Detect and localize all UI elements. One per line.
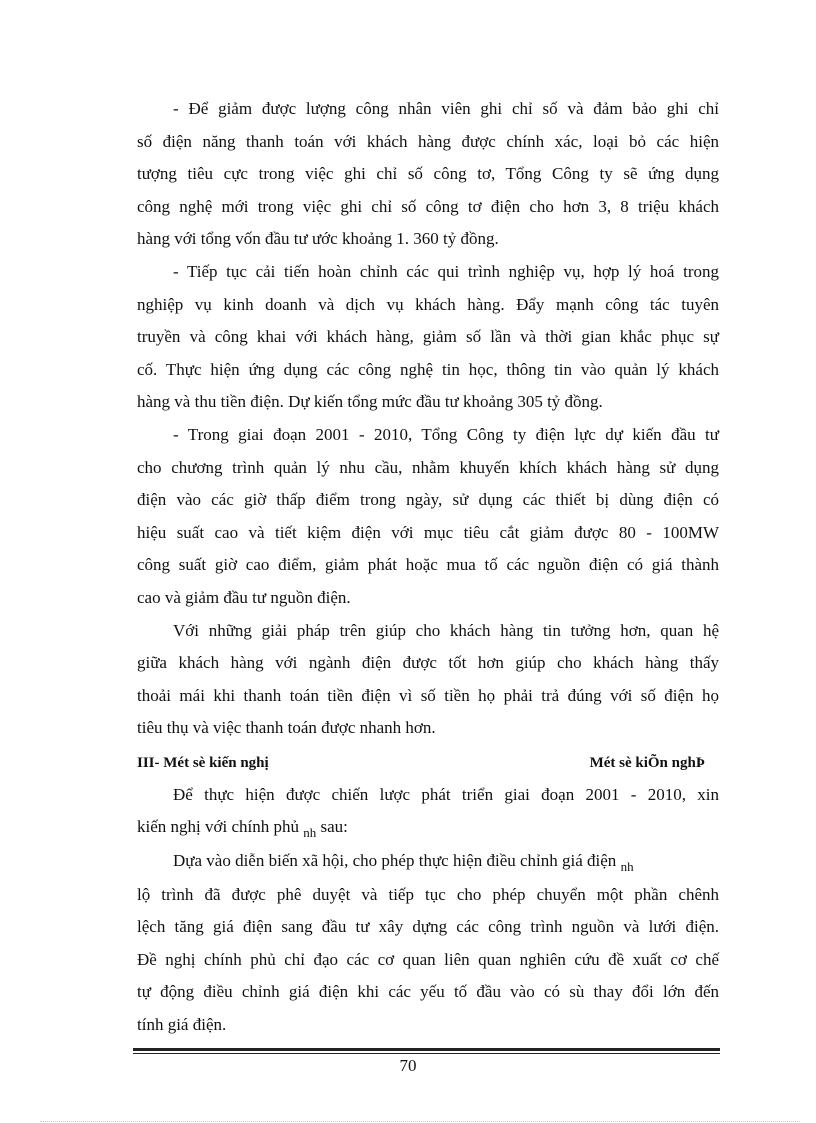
text-line: hàng và thu tiền điện. Dự kiến tổng mức đầu tư khoảng 305 tỷ đồng. [137, 392, 603, 412]
text-line [137, 811, 719, 845]
text-line: cho chương trình quản lý nhu cầu, nhằm khuyến khích khách hàng sử dụng [137, 457, 719, 477]
page-body [137, 93, 719, 1042]
text-line: truyền và công khai với khách hàng, giảm số lần và thời gian khắc phục sự [137, 327, 719, 347]
text-line: số điện năng thanh toán với khách hàng được chính xác, loại bỏ các hiện [137, 131, 719, 151]
page-number: 70 [399, 1056, 417, 1075]
text-fragment: sau: [316, 817, 348, 837]
text-line: tiêu thụ và việc thanh toán được nhanh hơn. [137, 718, 436, 738]
text-line: điện vào các giờ thấp điểm trong ngày, sử dụng các thiết bị dùng điện có [137, 490, 719, 510]
text-line: thoải mái khi thanh toán tiền điện vì số tiền họ phải trả đúng với số điện họ [137, 685, 719, 705]
paragraph-demand-management [137, 419, 719, 615]
text-line: tính giá điện. [137, 1015, 227, 1035]
text-line [137, 845, 719, 879]
paragraph-process-improvement [137, 256, 719, 419]
text-line: lệch tăng giá điện sang đầu tư xây dựng các công trình nguồn và lưới điện. [137, 917, 719, 937]
text-line: Với những giải pháp trên giúp cho khách hàng tin tưởng hơn, quan hệ [173, 620, 719, 640]
subscript-fragment: nh [303, 825, 317, 841]
text-line: công nghệ mới trong việc ghi chỉ số công tơ điện cho hơn 3, 8 triệu khách [137, 196, 719, 216]
text-line: nghiệp vụ kinh doanh và dịch vụ khách hàng. Đẩy mạnh công tác tuyên [137, 294, 719, 314]
text-line: Để thực hiện được chiến lược phát triển giai đoạn 2001 - 2010, xin [173, 784, 719, 804]
text-line: lộ trình đã được phê duyệt và tiếp tục cho phép chuyển một phần chênh [137, 884, 719, 904]
text-line: - Tiếp tục cải tiến hoàn chỉnh các qui trình nghiệp vụ, hợp lý hoá trong [173, 261, 719, 281]
text-line: cao và giảm đầu tư nguồn điện. [137, 587, 351, 607]
text-fragment: kiến nghị với chính phủ [137, 817, 304, 837]
text-line: tự động điều chỉnh giá điện khi các yếu tố đầu vào có sù thay đổi lớn đến [137, 982, 719, 1002]
text-line: giữa khách hàng với ngành điện được tốt hơn giúp cho khách hàng thấy [137, 653, 719, 673]
text-line: công suất giờ cao điểm, giảm phát hoặc mua tố các nguồn điện có giá thành [137, 555, 719, 575]
text-line: - Trong giai đoạn 2001 - 2010, Tổng Công ty điện lực dự kiến đầu tư [173, 424, 719, 444]
text-line: cố. Thực hiện ứng dụng các công nghệ tin học, thông tin vào quản lý khách [137, 359, 719, 379]
text-line: - Để giảm được lượng công nhân viên ghi chỉ số và đảm bảo ghi chỉ [173, 99, 719, 118]
paragraph-recommendation-intro [137, 779, 719, 845]
section-heading-duplicate: Mét sè kiÕn nghÞ [589, 754, 705, 771]
text-line: hàng với tổng vốn đầu tư ước khoảng 1. 360 tỷ đồng. [137, 229, 499, 249]
text-fragment: Dựa vào diễn biến xã hội, cho phép thực hiện điều chỉnh giá điện [173, 851, 621, 871]
footer-divider-thick [133, 1048, 720, 1051]
subscript-fragment: nh [620, 859, 634, 875]
text-line: hiệu suất cao và tiết kiệm điện với mục tiêu cắt giảm được 80 - 100MW [137, 522, 719, 542]
paragraph-price-adjustment [137, 845, 719, 1042]
text-line: tượng tiêu cực trong việc ghi chỉ số công tơ, Tổng Công ty sẽ ứng dụng [137, 164, 719, 184]
section-heading [137, 747, 719, 779]
paragraph-quantity-reading [137, 93, 719, 256]
text-line: Đề nghị chính phủ chỉ đạo các cơ quan liên quan nghiên cứu đề xuất cơ chế [137, 949, 719, 969]
page-edge-dotted-line [40, 1121, 800, 1122]
section-heading-title: III- Mét sè kiến nghị [137, 754, 269, 771]
paragraph-conclusion [137, 615, 719, 745]
